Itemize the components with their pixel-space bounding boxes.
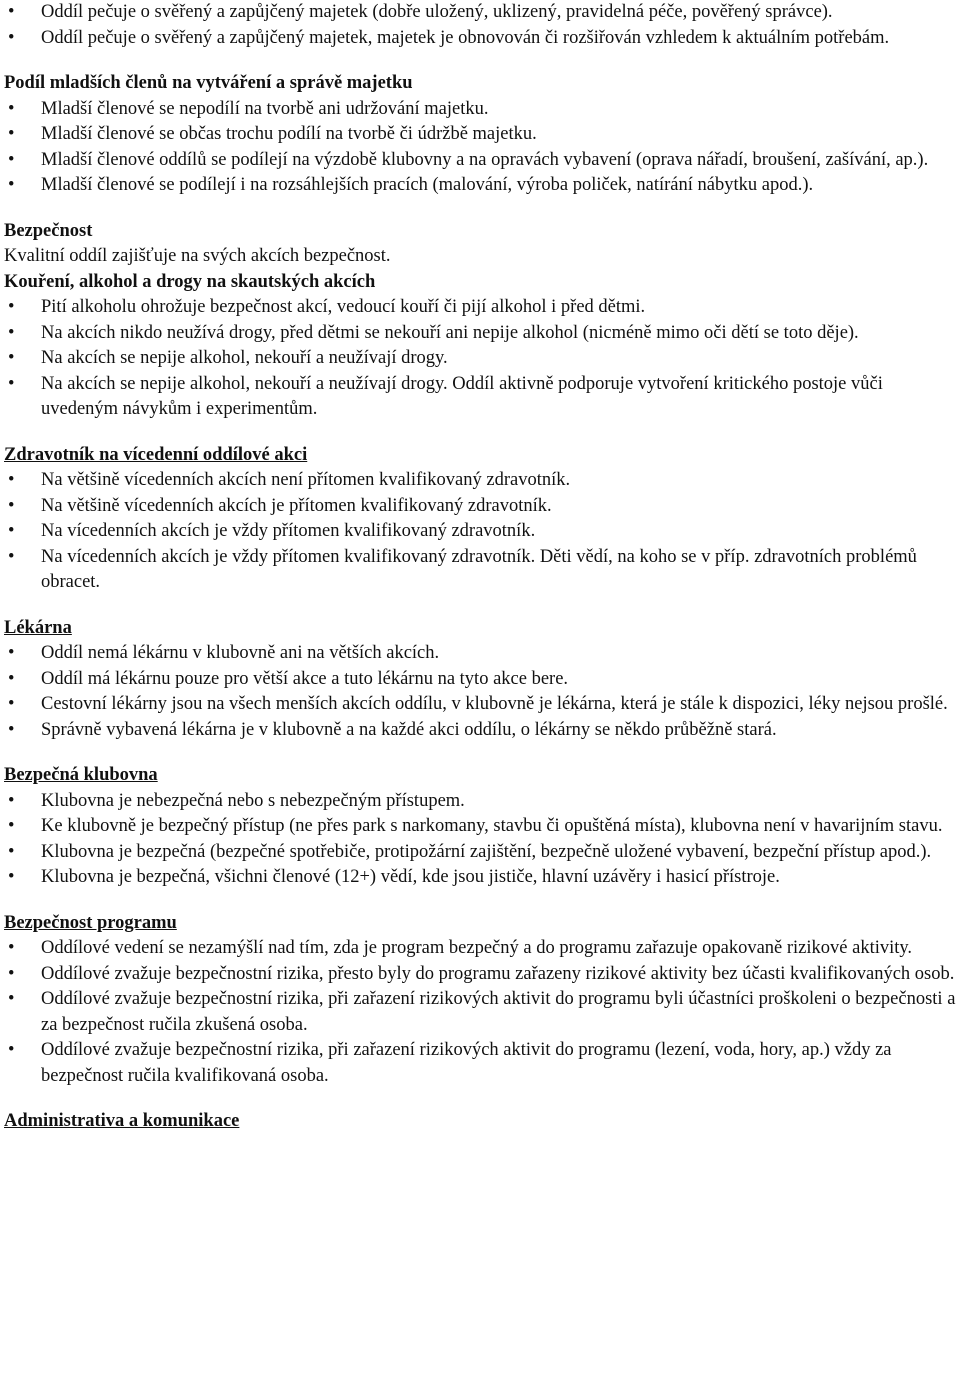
bullet-list [4,789,960,891]
list-item: • Na akcích nikdo neužívá drogy, před dětmi se nekouří ani nepije alkohol (nicméně mimo oči dětí se toto děje). [4,321,960,347]
list-item: • Oddíl má lékárnu pouze pro větší akce a tuto lékárnu na tyto akce bere. [4,667,960,693]
section-heading: Kouření, alkohol a drogy na skautských akcích [4,271,376,292]
section-younger-members [4,71,960,199]
list-item: • Oddílové zvažuje bezpečnostní rizika, při zařazení rizikových aktivit do programu (lezení, voda, hory, ap.) vždy za bezpečnost ručila kvalifikovaná osoba. [4,1038,960,1089]
section-heading: Podíl mladších členů na vytváření a správě majetku [4,73,413,93]
section-medic [4,443,960,596]
section-administration [4,1109,960,1135]
list-item: • Na většině vícedenních akcích není přítomen kvalifikovaný zdravotník. [4,468,960,494]
section-heading: Administrativa a komunikace [4,1111,240,1131]
list-item: • Na vícedenních akcích je vždy přítomen kvalifikovaný zdravotník. Děti vědí, na koho se v příp. zdravotních problémů obracet. [4,545,960,596]
list-item: • Ke klubovně je bezpečný přístup (ne přes park s narkomany, stavbu či opuštěná místa), klubovna není v havarijním stavu. [4,814,960,840]
list-item: • Na většině vícedenních akcích je přítomen kvalifikovaný zdravotník. [4,494,960,520]
section-heading: Bezpečnost programu [4,912,177,933]
list-item: • Oddílové zvažuje bezpečnostní rizika, přesto byly do programu zařazeny rizikové aktivity bez účasti kvalifikovaných osob. [4,962,960,988]
list-item: • Mladší členové se občas trochu podílí na tvorbě či údržbě majetku. [4,122,960,148]
section-program-safety [4,911,960,1090]
list-item: • Na akcích se nepije alkohol, nekouří a neužívají drogy. Oddíl aktivně podporuje vytvoření kritického postoje vůči uvedeným návykům i experimentům. [4,372,960,423]
bullet-list [4,295,960,423]
bullet-list [4,641,960,743]
section-property-care [4,0,960,51]
section-heading: Zdravotník na vícedenní oddílové akci [4,444,308,465]
section-heading: Lékárna [4,617,72,638]
section-text: Kvalitní oddíl zajišťuje na svých akcích bezpečnost. [4,246,391,266]
list-item: • Cestovní lékárny jsou na všech menších akcích oddílu, v klubovně je lékárna, která je stále k dispozici, léky nejsou prošlé. [4,692,960,718]
list-item: • Mladší členové se podílejí i na rozsáhlejších pracích (malování, výroba poliček, natírání nábytku apod.). [4,173,960,199]
list-item: • Oddílové zvažuje bezpečnostní rizika, při zařazení rizikových aktivit do programu byli účastníci proškoleni o bezpečnosti a za bezpečnost ručila zkušená osoba. [4,987,960,1038]
section-safety [4,219,960,270]
section-heading: Bezpečnost [4,220,93,241]
bullet-list [4,0,960,51]
list-item: • Oddílové vedení se nezamýšlí nad tím, zda je program bezpečný a do programu zařazuje opakovaně rizikové aktivity. [4,936,960,962]
list-item: • Oddíl pečuje o svěřený a zapůjčený majetek, majetek je obnovován či rozšiřován vzhledem k aktuálním potřebám. [4,26,960,52]
list-item: • Mladší členové oddílů se podílejí na výzdobě klubovny a na opravách vybavení (oprava nářadí, broušení, zašívání, ap.). [4,148,960,174]
list-item: • Oddíl pečuje o svěřený a zapůjčený majetek (dobře uložený, uklizený, pravidelná péče, pověřený správce). [4,0,960,26]
section-smoking-alcohol [4,270,960,423]
bullet-list [4,468,960,596]
list-item: • Pití alkoholu ohrožuje bezpečnost akcí, vedoucí kouří či pijí alkohol i před dětmi. [4,295,960,321]
bullet-list [4,936,960,1089]
list-item: • Na akcích se nepije alkohol, nekouří a neužívají drogy. [4,346,960,372]
section-first-aid-kit [4,616,960,744]
list-item: • Na vícedenních akcích je vždy přítomen kvalifikovaný zdravotník. [4,519,960,545]
list-item: • Oddíl nemá lékárnu v klubovně ani na větších akcích. [4,641,960,667]
bullet-list [4,97,960,199]
list-item: • Klubovna je nebezpečná nebo s nebezpečným přístupem. [4,789,960,815]
list-item: • Klubovna je bezpečná (bezpečné spotřebiče, protipožární zajištění, bezpečně uložené vybavení, bezpeční přístup apod.). [4,840,960,866]
section-heading: Bezpečná klubovna [4,765,158,785]
list-item: • Klubovna je bezpečná, všichni členové (12+) vědí, kde jsou jističe, hlavní uzávěry i hasicí přístroje. [4,865,960,891]
list-item: • Správně vybavená lékárna je v klubovně a na každé akci oddílu, o lékárny se někdo průběžně stará. [4,718,960,744]
section-safe-clubroom [4,763,960,891]
list-item: • Mladší členové se nepodílí na tvorbě ani udržování majetku. [4,97,960,123]
